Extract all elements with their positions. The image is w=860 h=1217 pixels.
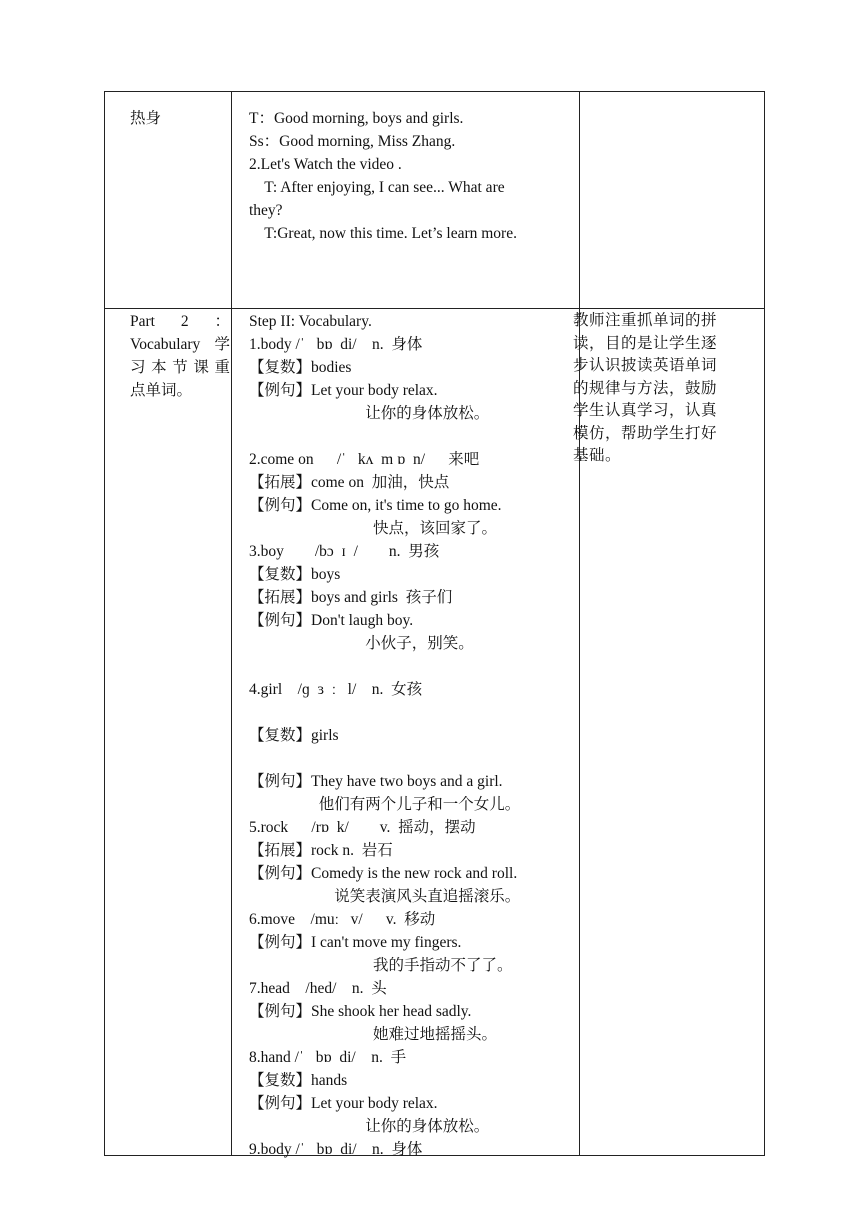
vocab-line: 让你的身体放松。 — [249, 405, 490, 422]
vocab-line: 4.girl /ɡ ɜ ː l/ n. 女孩 — [249, 681, 423, 698]
vocab-line: 【复数】girls — [249, 727, 339, 744]
text-line: T: After enjoying, I can see... What are — [249, 179, 505, 196]
vocab-line: 【例句】She shook her head sadly. — [249, 1003, 472, 1020]
vocab-line: 【例句】Let your body relax. — [249, 1095, 438, 1112]
section-line: Part 2 ： — [130, 313, 230, 330]
vocab-line: 5.rock /rɒ k/ v. 摇动，摆动 — [249, 819, 476, 836]
vocab-line: 【例句】They have two boys and a girl. — [249, 773, 503, 790]
row2-section-cell — [130, 310, 230, 402]
text-line: Ss：Good morning, Miss Zhang. — [249, 133, 456, 150]
section-line: 习 本 节 课 重 — [130, 359, 230, 376]
section-line: 点单词。 — [130, 382, 193, 399]
vocab-line: 我的手指动不了了。 — [249, 957, 513, 974]
text-line: T：Good morning, boys and girls. — [249, 110, 464, 127]
blank-line — [249, 701, 575, 724]
text-line: 2.Let's Watch the video . — [249, 156, 402, 173]
vocab-line: 【复数】boys — [249, 566, 341, 583]
vocab-line: 快点，该回家了。 — [249, 520, 498, 537]
vocab-line: 7.head /hed/ n. 头 — [249, 980, 387, 997]
row1-content-cell — [249, 107, 575, 245]
vocab-line: 【例句】Don't laugh boy. — [249, 612, 414, 629]
vocab-line: 小伙子，别笑。 — [249, 635, 474, 652]
table-right-border — [764, 91, 765, 1156]
blank-line — [249, 655, 575, 678]
blank-line — [249, 747, 575, 770]
row2-vocabulary-cell — [249, 310, 575, 1161]
vocab-line: 【复数】bodies — [249, 359, 352, 376]
section-line: Vocabulary 学 — [130, 336, 230, 353]
vocab-line: 6.move /muː v/ v. 移动 — [249, 911, 436, 928]
table-top-border — [104, 91, 765, 92]
vocab-line: Step II: Vocabulary. — [249, 313, 372, 330]
vocab-line: 【例句】Comedy is the new rock and roll. — [249, 865, 518, 882]
vocab-line: 9.body /ˈ bɒ di/ n. 身体 — [249, 1141, 423, 1158]
vocab-line: 说笑表演风头直追摇滚乐。 — [249, 888, 521, 905]
vocab-line: 她难过地摇摇头。 — [249, 1026, 498, 1043]
vocab-line: 3.boy /bɔ ɪ / n. 男孩 — [249, 543, 440, 560]
column-divider-2 — [579, 91, 580, 1156]
vocab-line: 【例句】I can't move my fingers. — [249, 934, 462, 951]
row2-note-cell — [573, 310, 731, 468]
vocab-line: 2.come on /ˈ kʌ m ɒ n/ 来吧 — [249, 451, 480, 468]
row-divider — [104, 308, 765, 309]
vocab-line: 让你的身体放松。 — [249, 1118, 490, 1135]
vocab-line: 他们有两个儿子和一个女儿。 — [249, 796, 521, 813]
row2-note: 教师注重抓单词的拼读，目的是让学生逐步认识披读英语单词的规律与方法，鼓励学生认真学习，认真模仿，帮助学生打好基础。 — [573, 312, 718, 464]
row1-section-label: 热身 — [130, 110, 162, 127]
vocab-line: 【例句】Let your body relax. — [249, 382, 438, 399]
vocab-line: 【拓展】come on 加油，快点 — [249, 474, 450, 491]
row1-section-cell — [130, 107, 230, 130]
column-divider-1 — [231, 91, 232, 1156]
vocab-line: 【拓展】rock n. 岩石 — [249, 842, 393, 859]
vocab-line: 【复数】hands — [249, 1072, 348, 1089]
text-line: T:Great, now this time. Let’s learn more. — [249, 225, 517, 242]
vocab-line: 【例句】Come on, it's time to go home. — [249, 497, 502, 514]
text-line: they? — [249, 202, 283, 219]
table-left-border — [104, 91, 105, 1156]
vocab-line: 【拓展】boys and girls 孩子们 — [249, 589, 453, 606]
blank-line — [249, 425, 575, 448]
vocab-line: 8.hand /ˈ bɒ di/ n. 手 — [249, 1049, 407, 1066]
vocab-line: 1.body /ˈ bɒ di/ n. 身体 — [249, 336, 423, 353]
